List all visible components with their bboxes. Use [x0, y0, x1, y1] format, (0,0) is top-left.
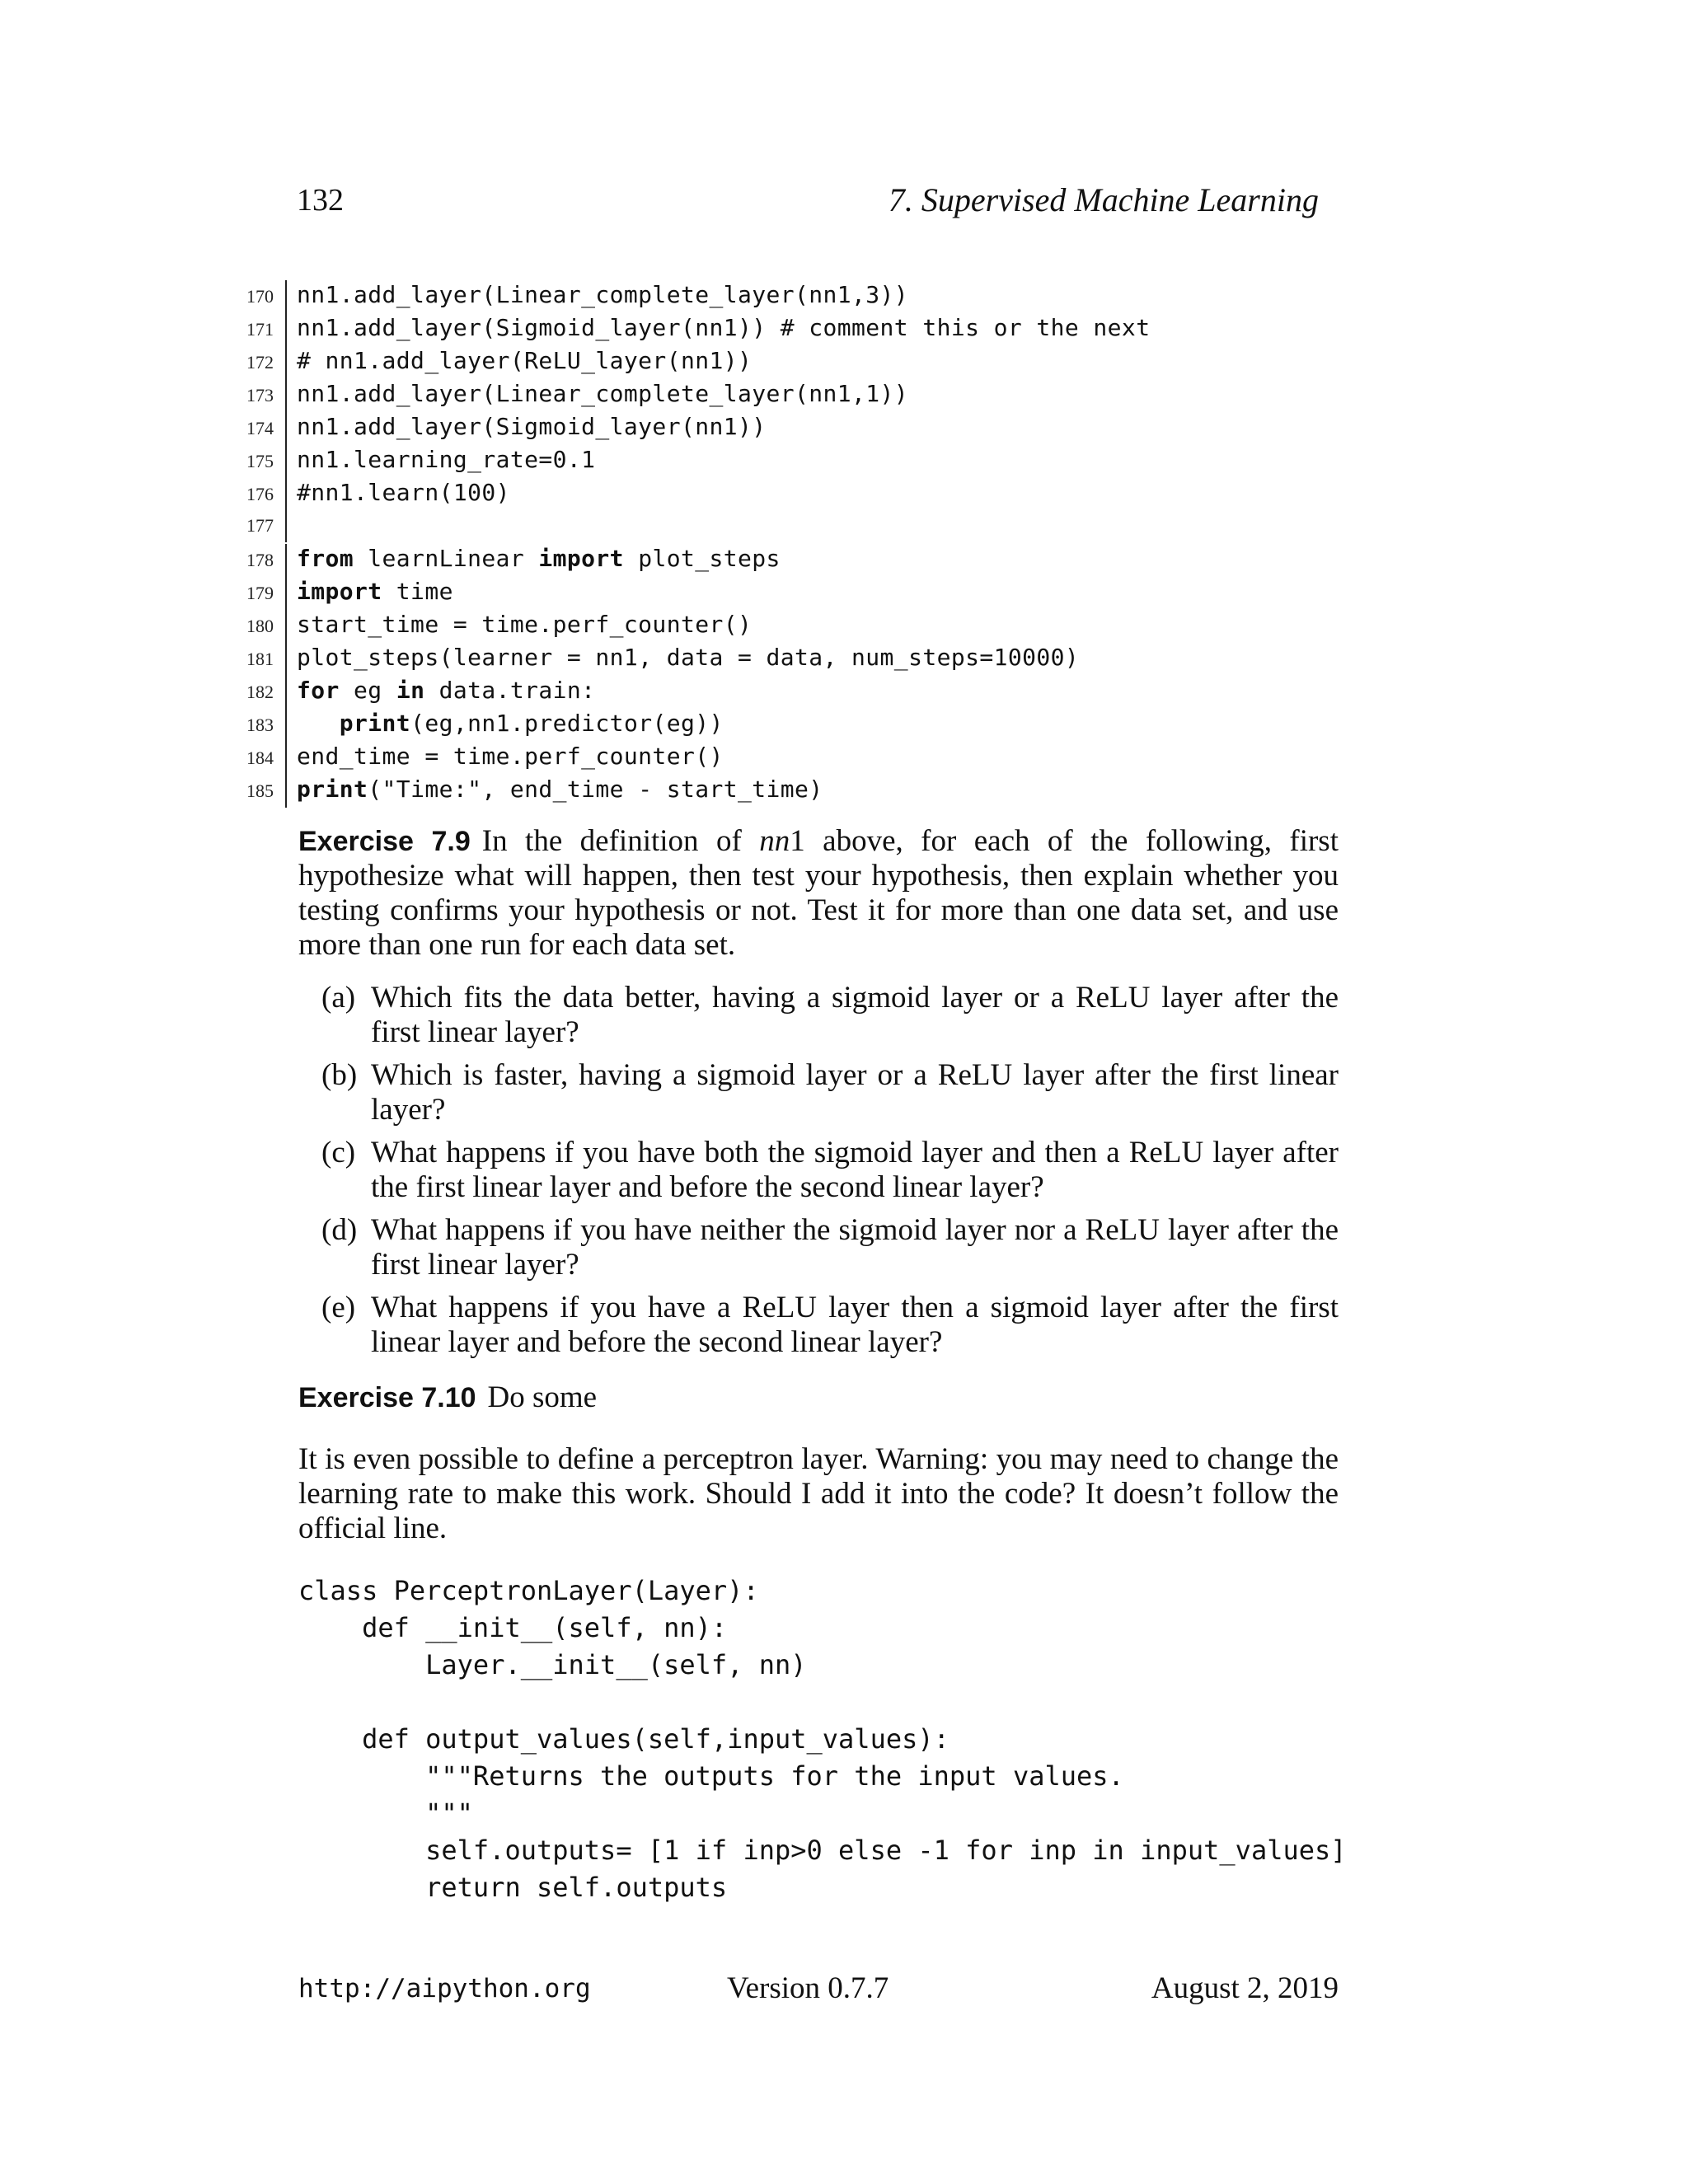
code-segment: nn1.add_layer(Sigmoid_layer(nn1)) [297, 413, 767, 440]
line-number: 183 [232, 709, 287, 742]
footer-version: Version 0.7.7 [727, 1971, 889, 2005]
line-number: 178 [232, 544, 287, 577]
code-text [287, 476, 510, 509]
item-letter: (d) [321, 1213, 358, 1247]
code-line: return self.outputs [298, 1872, 728, 1903]
code-line [232, 773, 1386, 806]
code-line [232, 608, 1386, 641]
code-segment: nn1.add_layer(Sigmoid_layer(nn1)) # comment this or the next [297, 314, 1151, 341]
item-letter: (e) [321, 1291, 356, 1324]
exercise-7-10 [298, 1380, 1339, 1415]
code-line [298, 1684, 1370, 1721]
code-segment: ("Time:", end_time - start_time) [368, 776, 823, 803]
line-number: 171 [232, 313, 287, 346]
code-text [287, 377, 908, 410]
code-keyword: print [297, 776, 368, 803]
code-text [287, 608, 752, 641]
code-segment: start_time = time.perf_counter() [297, 611, 753, 638]
page-number: 132 [297, 183, 344, 218]
code-segment: end_time = time.perf_counter() [297, 743, 724, 770]
code-segment: data.train: [424, 677, 596, 704]
line-number: 172 [232, 346, 287, 379]
intro-variable: nn [759, 824, 790, 858]
line-number: 182 [232, 676, 287, 709]
code-line [232, 476, 1386, 509]
item-text: What happens if you have neither the sigmoid layer nor a ReLU layer after the first linear layer? [371, 1213, 1339, 1282]
code-line: Layer.__init__(self, nn) [298, 1649, 807, 1680]
item-text: What happens if you have both the sigmoid layer and then a ReLU layer after the first linear layer and before the second linear layer? [371, 1136, 1339, 1204]
code-segment: (eg,nn1.predictor(eg)) [410, 710, 724, 737]
item-letter: (a) [321, 981, 356, 1015]
line-number: 184 [232, 742, 287, 775]
item-text: Which is faster, having a sigmoid layer or a ReLU layer after the first linear layer? [371, 1058, 1339, 1127]
code-segment: time [382, 578, 453, 605]
code-line: self.outputs= [1 if inp>0 else -1 for inp in input_values] [298, 1835, 1347, 1866]
code-text [287, 773, 823, 806]
code-keyword: in [396, 677, 425, 704]
exercise-item [321, 1136, 1339, 1205]
code-segment: plot_steps [623, 545, 781, 572]
code-line [232, 279, 1386, 312]
page-footer [298, 1968, 1339, 2009]
exercise-item [321, 1213, 1339, 1282]
exercise-7-9-items [321, 981, 1339, 1368]
code-text [287, 542, 781, 575]
code-line [232, 641, 1386, 674]
code-line [232, 707, 1386, 740]
exercise-text: Do some [487, 1380, 598, 1414]
code-line [232, 674, 1386, 707]
code-segment: nn1.add_layer(Linear_complete_layer(nn1,1)) [297, 380, 909, 407]
item-letter: (c) [321, 1136, 356, 1169]
code-keyword: for [297, 677, 340, 704]
code-line: """Returns the outputs for the input values. [298, 1760, 1124, 1792]
code-line [232, 443, 1386, 476]
code-line [232, 410, 1386, 443]
code-text [287, 575, 453, 608]
line-number: 181 [232, 643, 287, 676]
item-text: What happens if you have a ReLU layer then a sigmoid layer after the first linear layer and before the second linear layer? [371, 1291, 1339, 1359]
code-text [287, 279, 908, 312]
running-head: 7. Supervised Machine Learning [888, 181, 1319, 218]
code-segment: nn1.learning_rate=0.1 [297, 446, 596, 473]
code-line [232, 575, 1386, 608]
exercise-label: Exercise 7.10 [298, 1382, 476, 1413]
code-segment: plot_steps(learner = nn1, data = data, num_steps=10000) [297, 644, 1080, 671]
line-number: 175 [232, 445, 287, 478]
code-line: def __init__(self, nn): [298, 1612, 728, 1643]
code-text [287, 443, 595, 476]
code-keyword: import [538, 545, 624, 572]
perceptron-paragraph: It is even possible to define a perceptron layer. Warning: you may need to change the learning rate to make this work. Should I add it into the code? It doesn’t follow the official line. [298, 1442, 1339, 1545]
code-text [287, 707, 724, 740]
code-text [287, 740, 724, 773]
intro-text-before: In the definition of [481, 824, 760, 858]
code-line [232, 312, 1386, 344]
code-line: def output_values(self,input_values): [298, 1723, 950, 1755]
code-text [287, 410, 767, 443]
code-keyword: import [297, 578, 382, 605]
line-number: 177 [232, 509, 287, 542]
code-line: class PerceptronLayer(Layer): [298, 1575, 759, 1606]
code-segment: #nn1.learn(100) [297, 479, 510, 506]
code-text [287, 344, 752, 377]
code-listing [232, 279, 1386, 806]
code-line: """ [298, 1797, 473, 1829]
line-number: 170 [232, 280, 287, 313]
code-text [287, 641, 1079, 674]
line-number: 174 [232, 412, 287, 445]
exercise-7-9-intro [298, 824, 1339, 963]
perceptron-code [298, 1572, 1370, 1906]
exercise-item [321, 1058, 1339, 1127]
exercise-item [321, 1291, 1339, 1360]
item-text: Which fits the data better, having a sigmoid layer or a ReLU layer after the first linear layer? [371, 981, 1339, 1049]
code-segment: learnLinear [354, 545, 539, 572]
code-text [287, 674, 595, 707]
code-line [232, 377, 1386, 410]
code-keyword: print [339, 710, 411, 737]
code-line [232, 740, 1386, 773]
footer-date: August 2, 2019 [1151, 1971, 1339, 2005]
code-segment: # nn1.add_layer(ReLU_layer(nn1)) [297, 347, 753, 374]
code-text [287, 312, 1150, 344]
line-number: 180 [232, 610, 287, 643]
line-number: 185 [232, 775, 287, 808]
exercise-item [321, 981, 1339, 1050]
code-segment: eg [339, 677, 396, 704]
line-number: 173 [232, 379, 287, 412]
footer-url: http://aipython.org [298, 1974, 591, 2004]
line-number: 176 [232, 478, 287, 511]
item-letter: (b) [321, 1058, 358, 1092]
code-line [232, 344, 1386, 377]
code-segment [297, 710, 340, 737]
code-line [232, 542, 1386, 575]
exercise-label: Exercise 7.9 [298, 826, 471, 857]
line-number: 179 [232, 577, 287, 610]
code-segment: nn1.add_layer(Linear_complete_layer(nn1,3)) [297, 281, 909, 308]
code-keyword: from [297, 545, 354, 572]
intro-text-after: 1 above, for each of the following, first hypothesize what will happen, then test your hypothesis, then explain whether you testing confirms your hypothesis or not. Test it for more than one data set, and use more than one run for each data set. [298, 824, 1339, 962]
code-line [232, 509, 1386, 542]
